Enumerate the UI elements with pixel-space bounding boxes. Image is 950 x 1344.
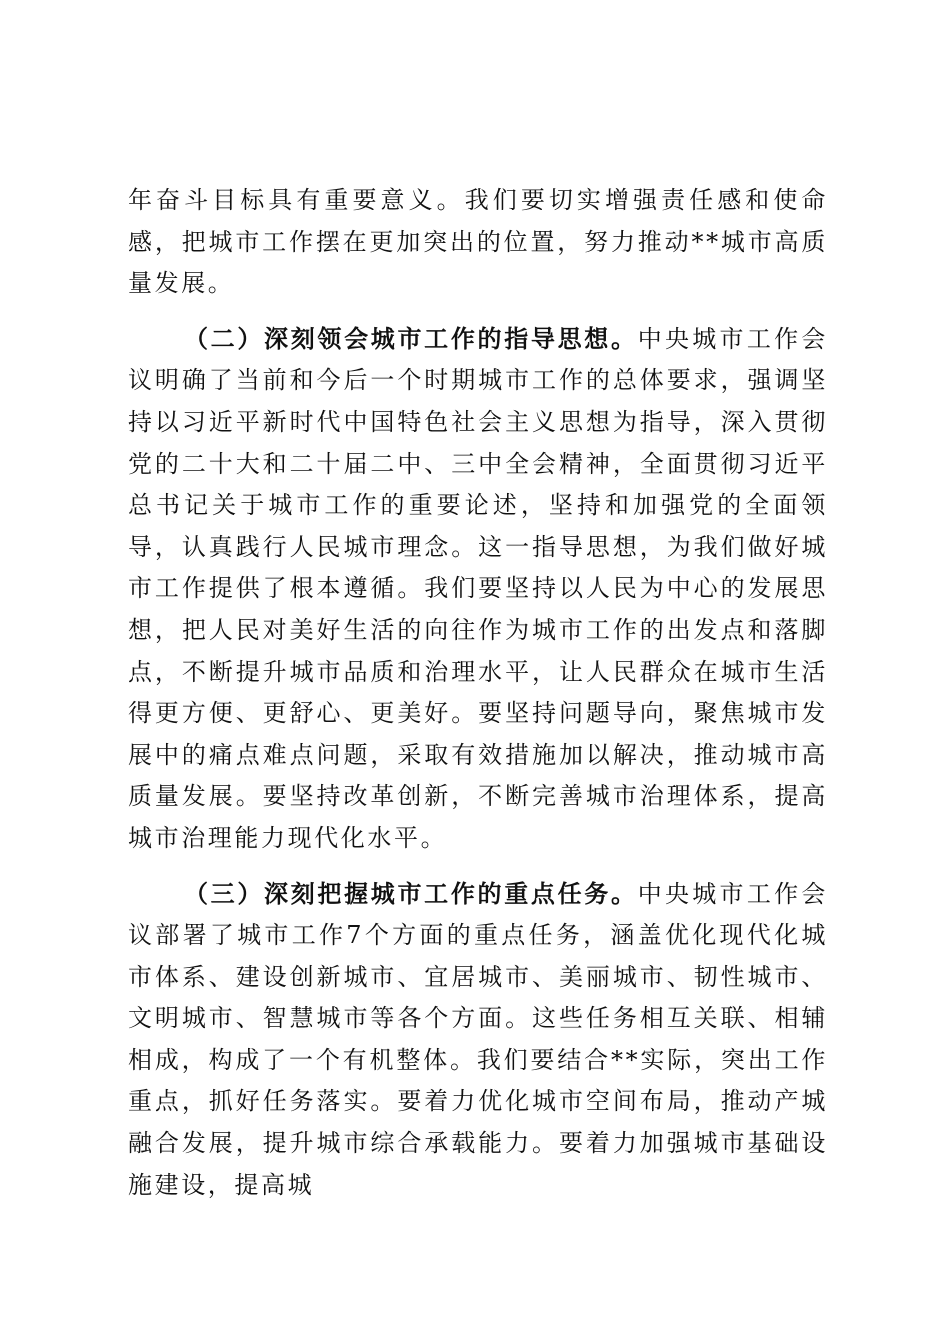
paragraph-body: 中央城市工作会议部署了城市工作7个方面的重点任务，涵盖优化现代化城市体系、建设创新城市、宜居城市、美丽城市、韧性城市、文明城市、智慧城市等各个方面。这些任务相互关联、相辅相成，构成了一个有机整体。我们要结合**实际，突出工作重点，抓好任务落实。要着力优化城市空间布局，推动产城融合发展，提升城市综合承载能力。要着力加强城市基础设施建设，提高城 xyxy=(128,879,829,1199)
paragraph-key-tasks xyxy=(128,874,828,1207)
paragraph-body: 中央城市工作会议明确了当前和今后一个时期城市工作的总体要求，强调坚持以习近平新时代中国特色社会主义思想为指导，深入贯彻党的二十大和二十届二中、三中全会精神，全面贯彻习近平总书记关于城市工作的重要论述，坚持和加强党的全面领导，认真践行人民城市理念。这一指导思想，为我们做好城市工作提供了根本遵循。我们要坚持以人民为中心的发展思想，把人民对美好生活的向往作为城市工作的出发点和落脚点，不断提升城市品质和治理水平，让人民群众在城市生活得更方便、更舒心、更美好。要坚持问题导向，聚焦城市发展中的痛点难点问题，采取有效措施加以解决，推动城市高质量发展。要坚持改革创新，不断完善城市治理体系，提高城市治理能力现代化水平。 xyxy=(128,324,829,852)
paragraph-continuation xyxy=(128,180,828,305)
section-heading: （二）深刻领会城市工作的指导思想。 xyxy=(184,324,638,353)
document-body xyxy=(128,180,828,1206)
section-heading: （三）深刻把握城市工作的重点任务。 xyxy=(184,879,638,908)
paragraph-guiding-thought xyxy=(128,319,828,860)
paragraph-body: 年奋斗目标具有重要意义。我们要切实增强责任感和使命感，把城市工作摆在更加突出的位置，努力推动**城市高质量发展。 xyxy=(128,186,828,298)
